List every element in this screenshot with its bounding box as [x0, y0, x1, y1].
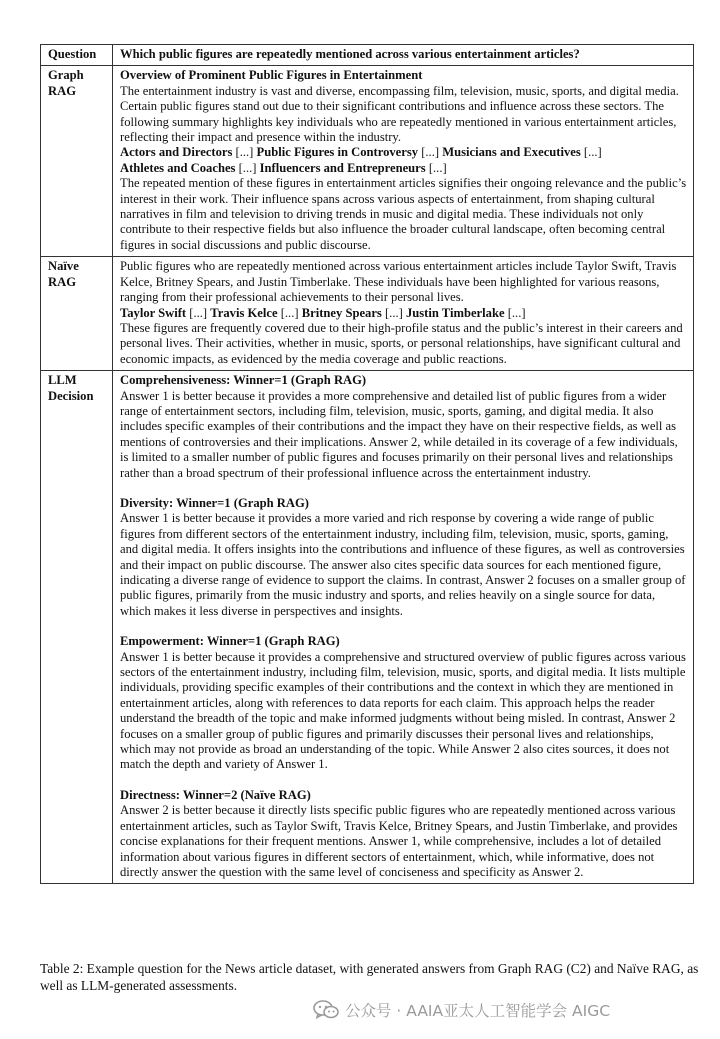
ellipsis: [...] [583, 145, 602, 160]
ellipsis: [...] [235, 145, 254, 160]
section-heading: Actors and Directors [120, 145, 233, 160]
person-name: Travis Kelce [210, 305, 278, 320]
graph-rag-sections [120, 145, 687, 176]
person-name: Justin Timberlake [405, 305, 505, 320]
naive-rag-label [41, 257, 113, 371]
criterion-heading: Directness: Winner=2 (Naïve RAG) [120, 787, 311, 802]
ellipsis: [...] [384, 305, 403, 320]
table-header-row [41, 45, 694, 66]
graph-rag-label [41, 66, 113, 257]
criterion-heading: Diversity: Winner=1 (Graph RAG) [120, 495, 309, 510]
section-heading: Musicians and Executives [442, 145, 581, 160]
question-text: Which public figures are repeatedly mentioned across various entertainment articles? [113, 45, 694, 66]
header-label: Question [41, 45, 113, 66]
naive-rag-answer [113, 257, 694, 371]
wechat-icon [313, 1000, 339, 1020]
graph-rag-row [41, 66, 694, 257]
section-heading: Athletes and Coaches [120, 160, 236, 175]
ellipsis: [...] [421, 145, 440, 160]
graph-rag-title: Overview of Prominent Public Figures in Entertainment [120, 68, 423, 83]
criterion-comprehensiveness [120, 373, 687, 481]
person-name: Britney Spears [301, 305, 382, 320]
criterion-diversity [120, 496, 687, 619]
naive-rag-names [120, 306, 687, 321]
llm-decision-row [41, 371, 694, 884]
graph-rag-closing: The repeated mention of these figures in entertainment articles signifies their ongoing relevance and the public’s interest in their work. Their influence spans across various aspects of entertainment, from shaping cultural narratives in film and television to driving trends in music and digital media. These individuals not only contribute to their respective fields but also influence the broader cultural landscape, often becoming central figures in social discussions and public discourse. [120, 176, 687, 252]
section-heading: Influencers and Entrepreneurs [259, 160, 426, 175]
criterion-text: Answer 1 is better because it provides a comprehensive and structured overview of public figures across various sectors of the entertainment industry, including film, television, music, sports, and digital media. It lists multiple individuals, providing specific examples of their contributions and the context in which they are mentioned in entertainment articles, along with references to data reports for each claim. This approach helps the reader understand the breadth of the topic and make informed judgments without being misled. In contrast, Answer 2 focuses on a smaller group of public figures and primarily discusses their personal lives and relationships, which may not provide as broad an understanding of the topic. While Answer 2 also cites sources, it does not match the depth and variety of Answer 1. [120, 649, 686, 772]
ellipsis: [...] [280, 305, 299, 320]
naive-rag-label-line1: Naïve [48, 259, 79, 274]
ellipsis: [...] [428, 160, 447, 175]
llm-decision-label [41, 371, 113, 884]
person-name: Taylor Swift [120, 305, 187, 320]
ellipsis: [...] [507, 305, 526, 320]
graph-rag-answer [113, 66, 694, 257]
table-caption: Table 2: Example question for the News article dataset, with generated answers from Graph RAG (C2) and Naïve RAG, as well as LLM-generated assessments. [40, 961, 699, 993]
criterion-heading: Empowerment: Winner=1 (Graph RAG) [120, 634, 340, 649]
criterion-text: Answer 2 is better because it directly lists specific public figures who are repeatedly mentioned across various entertainment articles, such as Taylor Swift, Travis Kelce, Britney Spears, and Justin Timberlake, and provides concise explanations for their frequent mentions. Answer 1, while comprehensive, includes a lot of detailed information about various figures in different sectors of entertainment, which, while informative, does not directly answer the question with the same level of conciseness and specificity as Answer 2. [120, 803, 678, 879]
naive-rag-intro: Public figures who are repeatedly mentioned across various entertainment articles include Taylor Swift, Travis Kelce, Britney Spears, and Justin Timberlake. These individuals have been highlighted for various reasons, ranging from their professional achievements to their personal lives. [120, 259, 677, 305]
llm-decision-label-line1: LLM [48, 373, 77, 388]
naive-rag-closing: These figures are frequently covered due to their high-profile status and the public’s interest in their careers and personal lives. Their activities, whether in music, sports, or personal relationships, have significant cultural and economic impacts, as evidenced by the media coverage and public reactions. [120, 320, 683, 366]
criterion-directness [120, 788, 687, 880]
naive-rag-row [41, 257, 694, 371]
ellipsis: [...] [189, 305, 208, 320]
criterion-empowerment [120, 634, 687, 773]
llm-decision-content [113, 371, 694, 884]
watermark [313, 997, 610, 1023]
section-heading: Public Figures in Controversy [256, 145, 419, 160]
graph-rag-label-line1: Graph [48, 68, 84, 83]
ellipsis: [...] [238, 160, 257, 175]
llm-decision-label-line2: Decision [48, 388, 94, 403]
criterion-text: Answer 1 is better because it provides a more varied and rich response by covering a wide range of public figures from different sectors of the entertainment industry, including film, television, music, sports, gaming, and digital media. It offers insights into the contributions and influence of these figures, as well as controversies and their impact on public discourse. The answer also cites specific data sources for each mentioned figure, indicating a diverse range of evidence to support the claims. In contrast, Answer 2 focuses on a smaller group of public figures, primarily from the music industry and sports, and relies heavily on a single source for data, which makes it less diverse in perspectives and insights. [120, 511, 686, 618]
naive-rag-label-line2: RAG [48, 274, 76, 289]
graph-rag-label-line2: RAG [48, 83, 76, 98]
watermark-text: 公众号 · AAIA亚太人工智能学会 AIGC [345, 1002, 611, 1020]
criterion-heading: Comprehensiveness: Winner=1 (Graph RAG) [120, 373, 367, 388]
graph-rag-intro: The entertainment industry is vast and diverse, encompassing film, television, music, sports, and digital media. Certain public figures stand out due to their significant contributions and influence across these sectors. The following summary highlights key individuals who are repeatedly mentioned in various entertainment articles, reflecting their impact and presence within the industry. [120, 83, 679, 145]
example-table [40, 44, 694, 884]
criterion-text: Answer 1 is better because it provides a more comprehensive and detailed list of public figures from a wider range of entertainment sectors, including film, television, music, sports, gaming, and digital media. It also includes specific examples of their contributions and the impact they have on their respective fields, as well as mentions of controversies and their implications. Answer 2, while detailed in its coverage of a few individuals, is limited to a smaller number of public figures and focuses primarily on their personal lives and relationships rather than a broad spectrum of their professional influence across the entertainment industry. [120, 388, 678, 480]
